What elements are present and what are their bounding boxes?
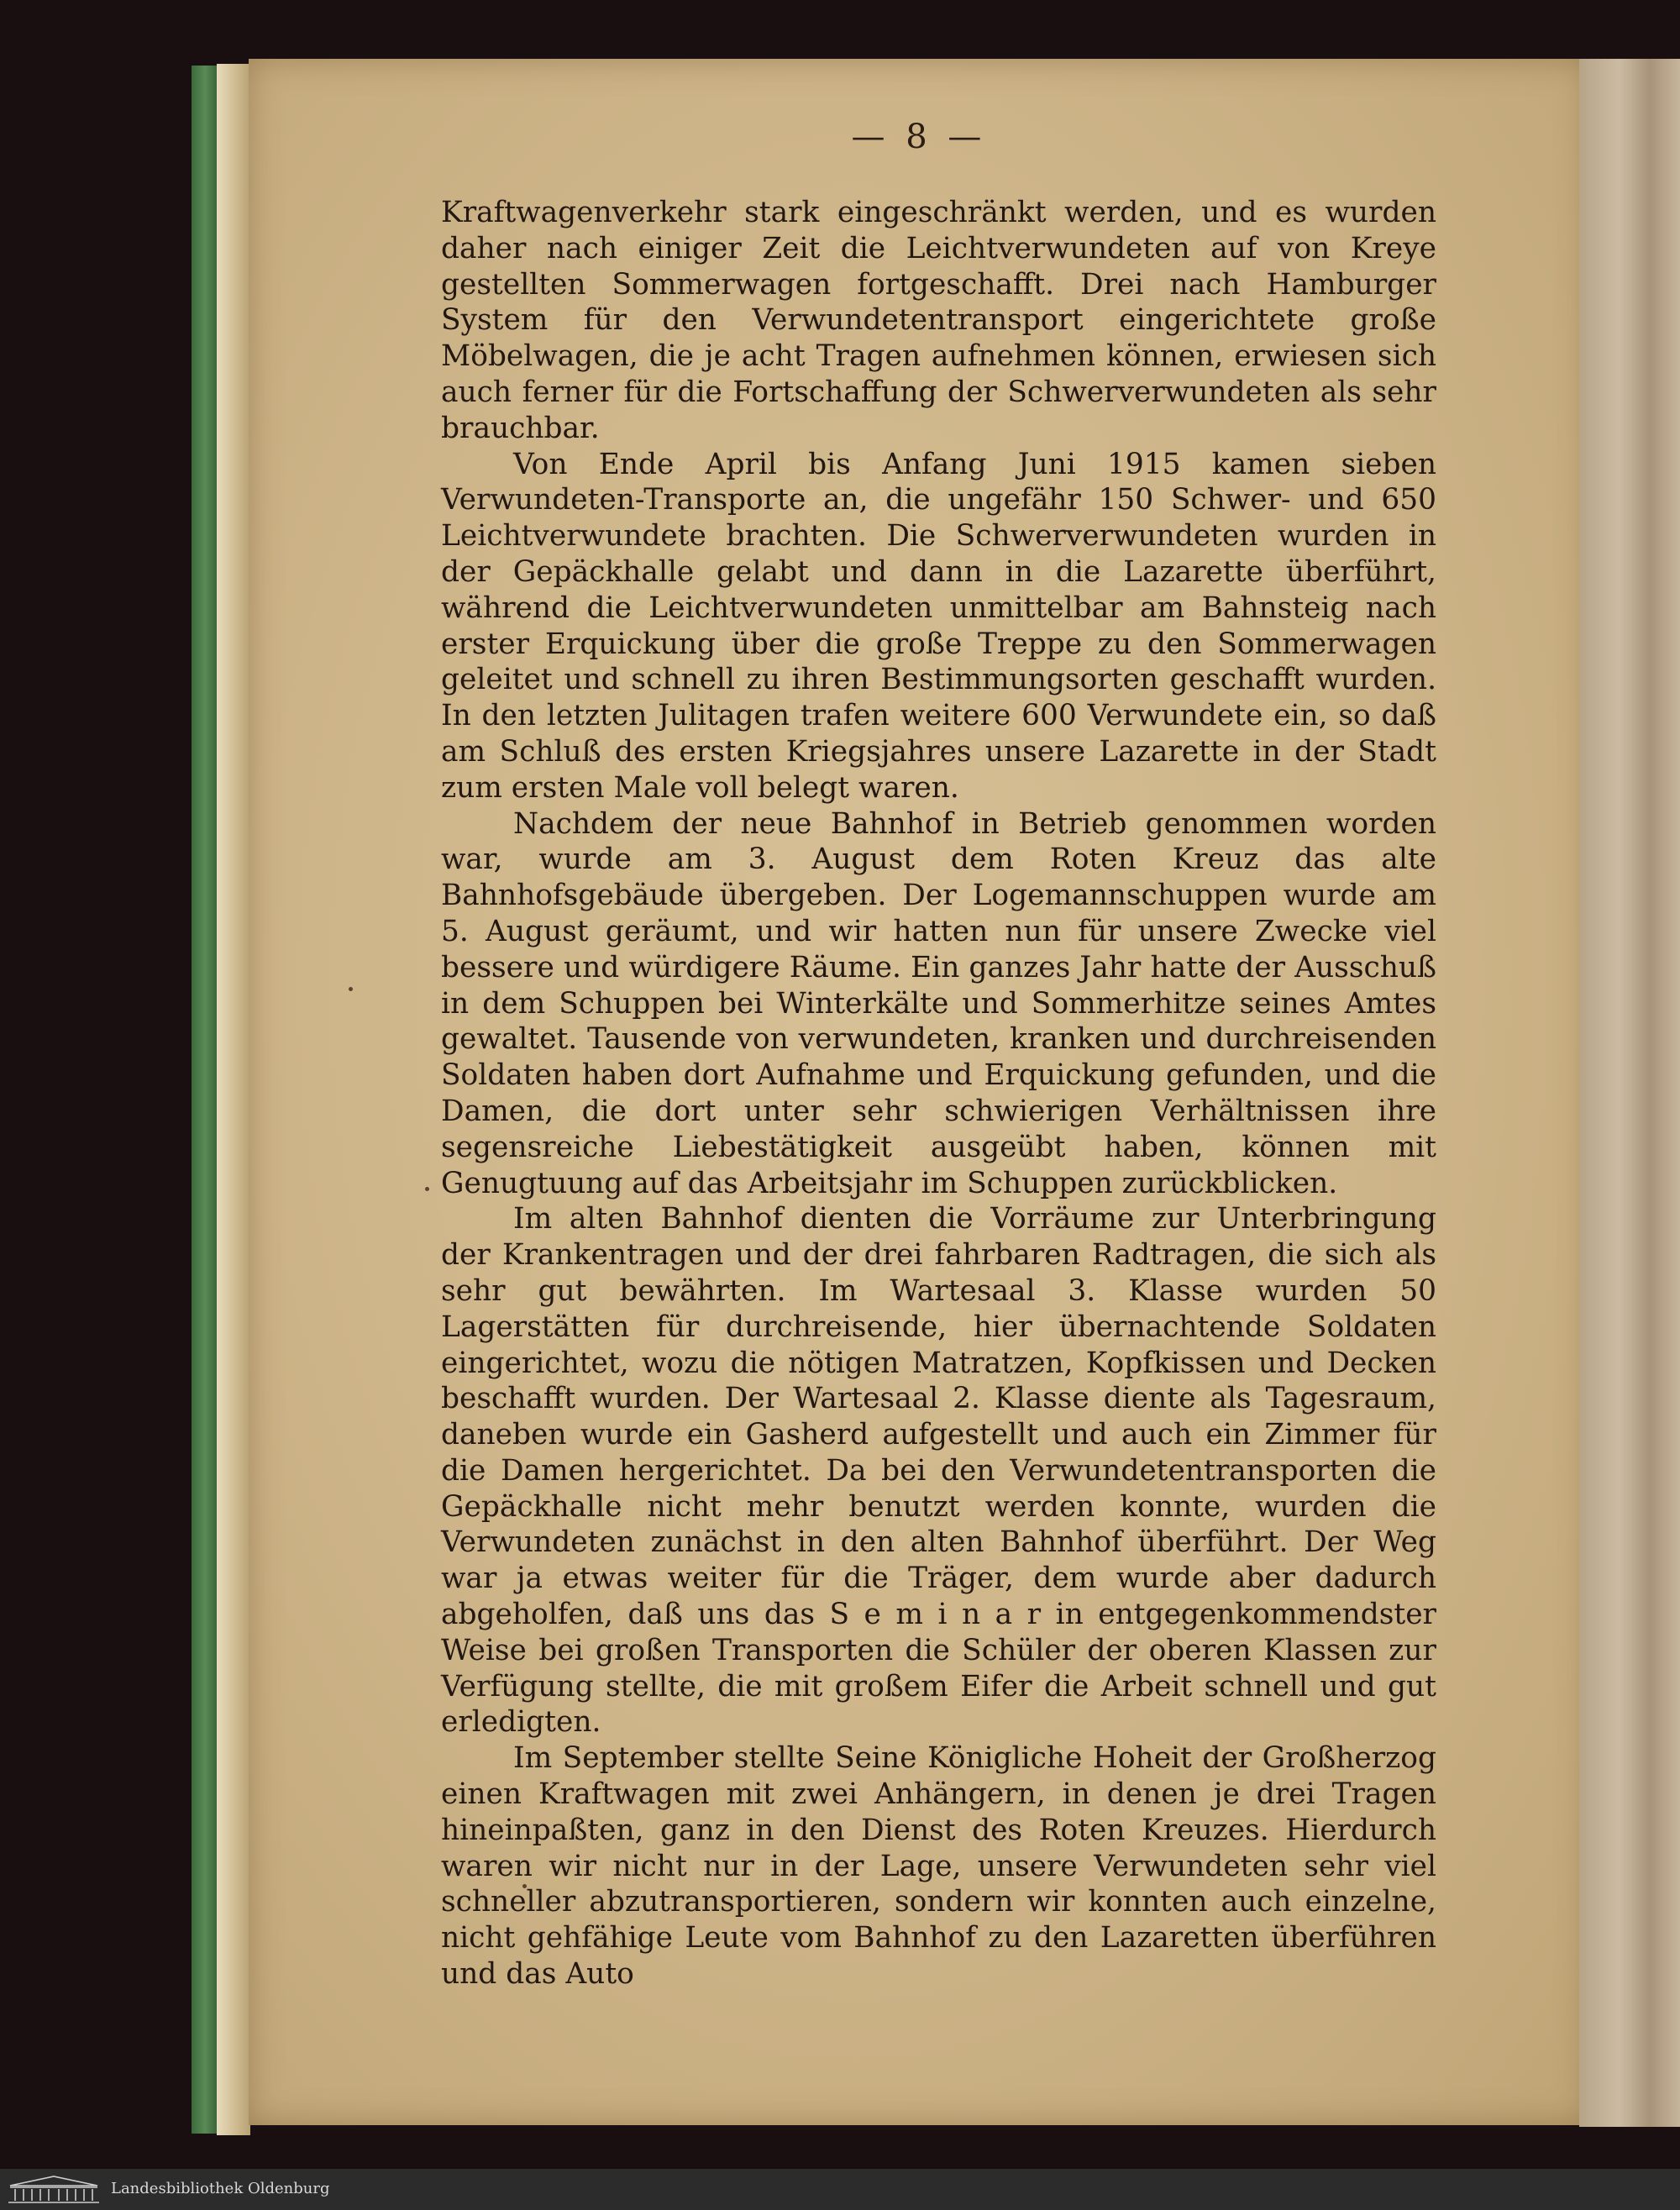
- library-name[interactable]: Landesbibliothek Oldenburg: [111, 2180, 330, 2197]
- paper-speck: [425, 1187, 429, 1191]
- book-page-stack: [217, 64, 250, 2135]
- book-fore-edge: [1579, 59, 1680, 2127]
- paragraph: Kraftwagenverkehr stark eingeschränkt werden, und es wurden daher nach einiger Zeit die Leichtverwundeten auf von Kreye gestellten Sommerwagen fortgeschafft. Drei nach Hamburger System für den Verwundetentransport eingerichtete große Möbelwagen, die je acht Tragen aufnehmen können, erwiesen sich auch ferner für die Fortschaffung der Schwerverwundeten als sehr brauchbar.: [441, 196, 1436, 445]
- paragraph: Im September stellte Seine Königliche Hoheit der Großherzog einen Kraftwagen mit zwei Anhängern, in denen je drei Tragen hineinpaßten, ganz in den Dienst des Roten Kreuzes. Hierdurch waren wir nicht nur in der Lage, unsere Verwundeten sehr viel schneller abzutransportieren, sondern wir konnten auch einzelne, nicht gehfähige Leute vom Bahnhof zu den Lazaretten überführen und das Auto: [441, 1741, 1436, 1992]
- paper-speck: [349, 987, 353, 991]
- paragraph: Von Ende April bis Anfang Juni 1915 kamen sieben Verwundeten-Transporte an, die ungefähr 150 Schwer- und 650 Leichtverwundete brachten. Die Schwerverwundeten wurden in der Gepäckhalle gelabt und dann in die Lazarette überführt, während die Leichtverwundeten unmittelbar am Bahnsteig nach erster Erquickung über die große Treppe zu den Sommerwagen geleitet und schnell zu ihren Bestimmungsorten geschafft wurden. In den letzten Julitagen trafen weitere 600 Verwundete ein, so daß am Schluß des ersten Kriegsjahres unsere Lazarette in der Stadt zum ersten Male voll belegt waren.: [441, 447, 1436, 805]
- page-number: — 8 —: [851, 118, 987, 156]
- footer-bar: [0, 2169, 1680, 2210]
- paragraph: Nachdem der neue Bahnhof in Betrieb genommen worden war, wurde am 3. August dem Roten Kreuz das alte Bahnhofsgebäude übergeben. Der Logemannschuppen wurde am 5. August geräumt, und wir hatten nun für unsere Zwecke viel bessere und würdigere Räume. Ein ganzes Jahr hatte der Ausschuß in dem Schuppen bei Winterkälte und Sommerhitze seines Amtes gewaltet. Tausende von verwundeten, kranken und durchreisenden Soldaten haben dort Aufnahme und Erquickung gefunden, und die Damen, die dort unter sehr schwierigen Verhältnissen ihre segensreiche Liebestätigkeit ausgeübt haben, können mit Genugtuung auf das Arbeitsjahr im Schuppen zurückblicken.: [441, 806, 1436, 1200]
- library-building-icon: [7, 2174, 101, 2206]
- paragraph: Im alten Bahnhof dienten die Vorräume zur Unterbringung der Krankentragen und der drei fahrbaren Radtragen, die sich als sehr gut bewährten. Im Wartesaal 3. Klasse wurden 50 Lagerstätten für durchreisende, hier übernachtende Soldaten eingerichtet, wozu die nötigen Matratzen, Kopfkissen und Decken beschafft wurden. Der Wartesaal 2. Klasse diente als Tagesraum, daneben wurde ein Gasherd aufgestellt und auch ein Zimmer für die Damen hergerichtet. Da bei den Verwundetentransporten die Gepäckhalle nicht mehr benutzt werden konnte, wurden die Verwundeten zunächst in den alten Bahnhof überführt. Der Weg war ja etwas weiter für die Träger, dem wurde aber dadurch abgeholfen, daß uns das S e m i n a r in entgegenkommendster Weise bei großen Transporten die Schüler der oberen Klassen zur Verfügung stellte, die mit großem Eifer die Arbeit schnell und gut erledigten.: [441, 1202, 1436, 1740]
- body-text: [441, 195, 1436, 1992]
